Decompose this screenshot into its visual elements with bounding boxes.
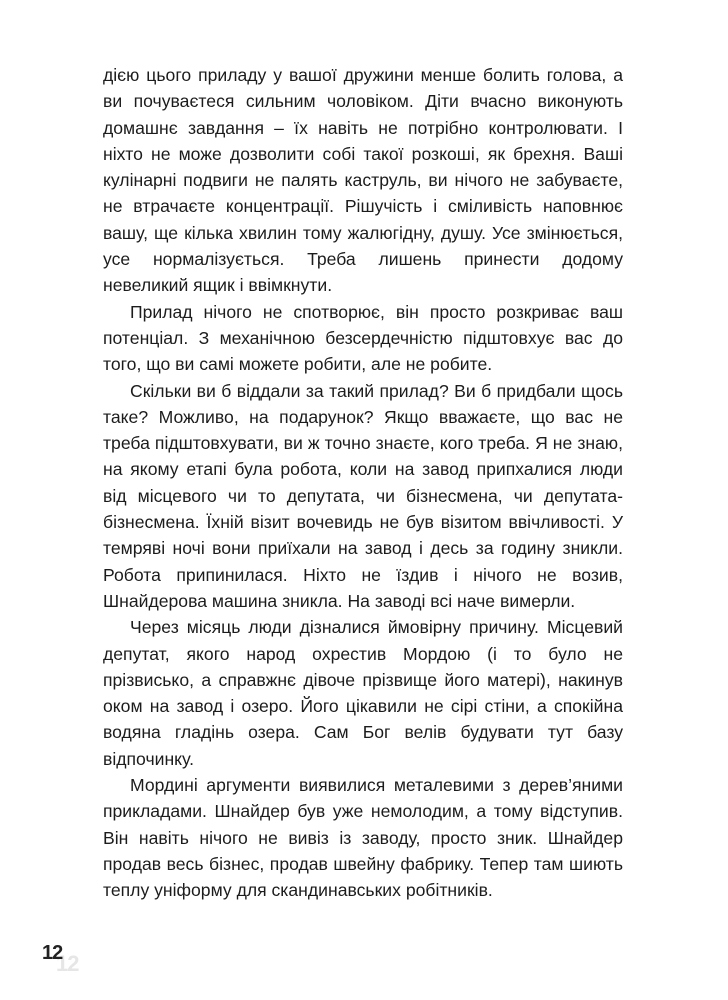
- paragraph-4: Через місяць люди дізналися ймовірну причину. Місцевий депутат, якого народ охрестив Мордою (і то було не прізвисько, а справжнє дівоче прізвище його матері), накинув оком на завод і озеро. Його цікавили не сірі стіни, а спокійна водяна гладінь озера. Сам Бог велів будувати тут базу відпочинку.: [103, 617, 623, 769]
- page-number: 12: [42, 942, 63, 964]
- paragraph-2: Прилад нічого не спотворює, він просто розкриває ваш потенціал. З механічною безсердечністю підштовхує вас до того, що ви самі можете робити, але не робите.: [103, 301, 623, 375]
- page-number-shadow: 12: [56, 951, 79, 976]
- paragraph-3: Скільки ви б віддали за такий прилад? Ви б придбали щось таке? Можливо, на подарунок? Якщо вважаєте, що вас не треба підштовхувати, ви ж точно знаєте, кого треба. Я не знаю, на якому етапі була робота, коли на завод припхалися люди від місцевого чи то депутата, чи бізнесмена, чи депутата-бізнесмена. Їхній візит вочевидь не був візитом ввічливості. У темряві ночі вони приїхали на завод і десь за годину зникли. Робота припинилася. Ніхто не їздив і нічого не возив, Шнайдерова машина зникла. На заводі всі наче вимерли.: [103, 380, 623, 611]
- body-text: [103, 62, 623, 904]
- paragraph-5: Мордині аргументи виявилися металевими з дерев’яними прикладами. Шнайдер був уже немолодим, а тому відступив. Він навіть нічого не вивіз із заводу, просто зник. Шнайдер продав весь бізнес, продав швейну фабрику. Тепер там шиють теплу уніформу для скандинавських робітників.: [103, 775, 623, 901]
- paragraph-1: дією цього приладу у вашої дружини менше болить голова, а ви почуваєтеся сильним чоловіком. Діти вчасно виконують домашнє завдання – їх навіть не потрібно контролювати. І ніхто не може дозволити собі такої розкоші, як брехня. Ваші кулінарні подвиги не палять каструль, ви нічого не забуваєте, не втрачаєте концентрації. Рішучість і сміливість наповнює вашу, ще кілька хвилин тому жалюгідну, душу. Усе змінюється, усе нормалізується. Треба лишень принести додому невеликий ящик і ввімкнути.: [103, 65, 623, 296]
